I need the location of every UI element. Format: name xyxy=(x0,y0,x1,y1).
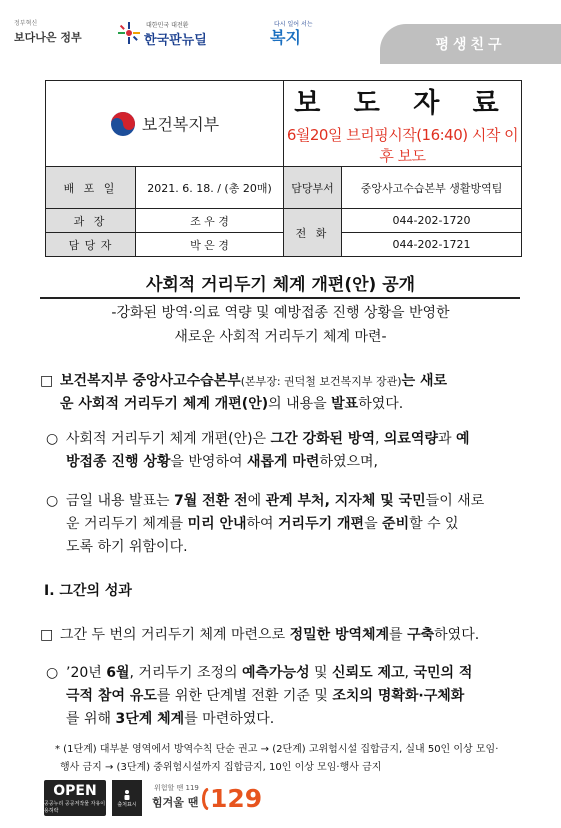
gov-logo-main-text: 보다나은 정부 xyxy=(14,31,82,44)
open-label: OPEN xyxy=(53,782,97,799)
square-bullet: □ xyxy=(40,627,54,643)
help-number: 129 xyxy=(210,784,263,813)
staff-label: 담 당 자 xyxy=(46,233,136,257)
paragraph-background: ○ 사회적 거리두기 체계 개편(안)은 그간 강화된 방역, 의료역량과 예 방접종 진행 상황을 반영하여 새롭게 마련하였으며, xyxy=(46,428,526,474)
help-hotline-banner xyxy=(150,780,270,816)
square-bullet: □ xyxy=(40,373,54,389)
section-heading: Ⅰ. 그간의 성과 xyxy=(44,583,132,599)
gov-innovation-logo xyxy=(12,16,112,50)
staff-phone: 044-202-1721 xyxy=(342,233,522,257)
attribution-badge xyxy=(112,780,142,816)
circle-bullet: ○ xyxy=(46,493,59,509)
chief-name: 조 우 경 xyxy=(136,209,284,233)
person-icon xyxy=(121,789,133,801)
open-license-badge xyxy=(44,780,106,816)
ministry-logo-cell xyxy=(46,81,284,167)
footnote-line-1: * (1단계) 대부분 영역에서 방역수칙 단순 권고 → (2단계) 고위험시설 집합금지, 실내 50인 이상 모임· xyxy=(55,744,499,755)
new-deal-spark-icon xyxy=(118,22,140,44)
welfare-logo-top: 다시 일어 서는 xyxy=(274,21,313,28)
welfare-logo-main: 복지 xyxy=(270,28,301,47)
open-small-text: 공공누리 공공저작물 자유이용허락 xyxy=(44,800,106,814)
staff-name: 박 은 경 xyxy=(136,233,284,257)
korean-new-deal-logo xyxy=(118,20,210,52)
department-label: 담당부서 xyxy=(284,167,342,209)
subtitle-line-1: -강화된 방역·의료 역량 및 예방접종 진행 상황을 반영한 xyxy=(111,305,450,321)
chief-phone: 044-202-1720 xyxy=(342,209,522,233)
footnote-line-2: 행사 금지 → (3단계) 중위험시설까지 집합금지, 10인 이상 모임·행사 금지 xyxy=(60,762,382,773)
paragraph-2020-system: ○ ’20년 6월, 거리두기 조정의 예측가능성 및 신뢰도 제고, 국민의 적 극적 참여 유도를 위한 단계별 전환 기준 및 조치의 명확화·구체화 를 위해 3단계 체계를 마련하였다. xyxy=(46,662,526,731)
press-release-header-table xyxy=(45,80,522,257)
paragraph-achievements: □ 그간 두 번의 거리두기 체계 마련으로 정밀한 방역체계를 구축하였다. xyxy=(40,624,525,647)
lifelong-friend-banner: 평생친구 xyxy=(380,24,561,64)
distribution-date-label: 배 포 일 xyxy=(46,167,136,209)
document-title: 사회적 거리두기 체계 개편(안) 공개 xyxy=(145,275,416,295)
phone-handset-icon xyxy=(200,788,210,810)
circle-bullet: ○ xyxy=(46,665,59,681)
department-value: 중앙사고수습본부 생활방역팀 xyxy=(342,167,522,209)
chief-label: 과 장 xyxy=(46,209,136,233)
ministry-name: 보건복지부 xyxy=(141,115,220,134)
title-divider xyxy=(40,297,520,299)
subtitle-line-2: 새로운 사회적 거리두기 체계 마련- xyxy=(174,329,387,345)
distribution-date-value: 2021. 6. 18. / (총 20매) xyxy=(136,167,284,209)
phone-label: 전 화 xyxy=(284,209,342,257)
paragraph-announcement: □ 보건복지부 중앙사고수습본부(본부장: 권덕철 보건복지부 장관)는 새로 운 사회적 거리두기 체계 개편(안)의 내용을 발표하였다. xyxy=(40,370,525,416)
help-main-text: 힘겨울 땐 xyxy=(152,796,199,809)
welfare-logo xyxy=(270,19,320,49)
gov-logo-small-text: 정부혁신 xyxy=(14,20,38,27)
attribution-label: 출처표시 xyxy=(117,801,137,808)
press-release-title: 보 도 자 료 xyxy=(294,88,511,119)
new-deal-main-text: 한국판뉴딜 xyxy=(144,33,207,48)
press-title-cell xyxy=(284,81,522,167)
paragraph-purpose: ○ 금일 내용 발표는 7월 전환 전에 관계 부처, 지자체 및 국민들이 새로 운 거리두기 체계를 미리 안내하여 거리두기 개편을 준비할 수 있 도록 하기 위함이다. xyxy=(46,490,526,559)
embargo-notice: 6월20일 브리핑시작(16:40) 시작 이후 보도 xyxy=(286,126,519,165)
taegeuk-icon xyxy=(110,111,136,137)
new-deal-top-text: 대한민국 대전환 xyxy=(146,22,189,29)
help-small-text: 위험할 땐 119 xyxy=(154,784,199,792)
circle-bullet: ○ xyxy=(46,431,59,447)
